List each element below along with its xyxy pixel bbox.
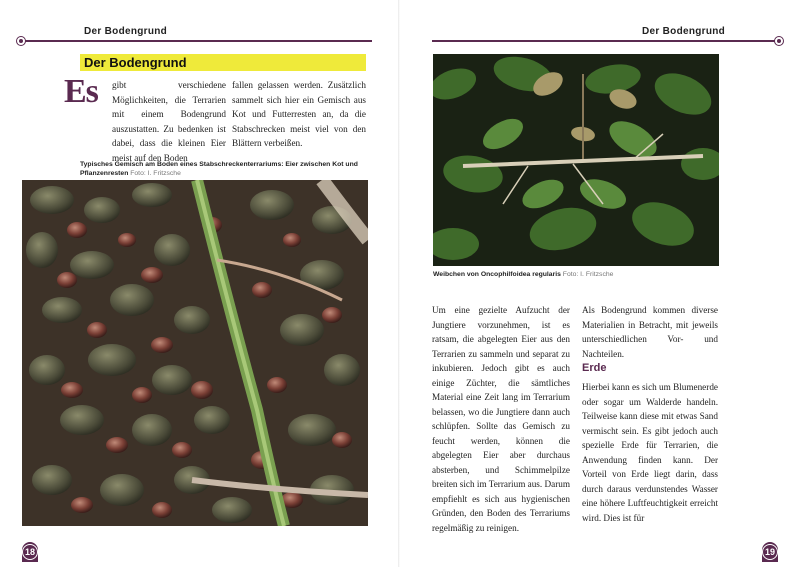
ornament-dot-icon	[774, 36, 784, 46]
body-column-2	[232, 78, 366, 151]
paragraph: Als Bodengrund kommen diverse Materialien in Betracht, mit jeweils unterschiedlichen Vor- und Nachteilen.	[582, 305, 718, 359]
body-column-1	[112, 78, 226, 165]
running-head-right: Der Bodengrund	[642, 26, 726, 37]
body-column-2-continued	[582, 380, 718, 525]
paragraph: Hierbei kann es sich um Blumenerde oder sogar um Walderde handeln. Teilweise kann diese mit etwas Sand vermischt sein. Es gibt jedoch auch spezielle Erde für Terrarien, die Anwendung finden kann. Der Vorteil von Erde liegt darin, dass durch daraus verdunstendes Wasser eine höhere Luftfeuchtigkeit erreicht wird. Dies ist für	[582, 382, 718, 523]
photo-caption-right	[433, 270, 719, 279]
header-rule-left	[22, 40, 372, 42]
body-column-2	[582, 303, 718, 361]
right-page	[400, 0, 800, 567]
paragraph: gibt verschiedene Möglichkeiten, die Terrarien mit einem Bodengrund auszustatten. Zu bedenken ist dabei, dass die kleinen Eier meist auf den Boden	[112, 80, 226, 163]
dropcap: Es	[64, 73, 98, 110]
header-rule-right	[432, 40, 780, 42]
stick-insect-illustration	[433, 54, 719, 266]
page-number-left	[22, 542, 38, 562]
page-number: 18	[22, 544, 38, 560]
subheading: Erde	[582, 362, 607, 374]
paragraph: Um eine gezielte Aufzucht der Jungtiere vorzunehmen, ist es ratsam, die abgelegten Eier aus den Terrarien zu sammeln und separat zu inkubieren. Jedoch gibt es auch einige Züchter, die sämtliches Material eine Zeit lang im Terrarium belassen, wo die Jungtiere dann auch schlüpfen. Sollte das Gemisch zu feucht werden, können die abgelegten Eier aber durchaus absterben, und Schimmelpilze breiten sich im Terrarium aus. Darum empfiehlt es sich aus hygienischen Gründen, den Boden des Terrariums regelmäßig zu reinigen.	[432, 305, 570, 533]
page-number-right	[762, 542, 778, 562]
paragraph: fallen gelassen werden. Zusätzlich sammelt sich hier ein Gemisch aus Kot und Futterresten an, da die Stabschrecken meist viel von den Blättern verbeißen.	[232, 80, 366, 148]
running-head-left: Der Bodengrund	[84, 26, 168, 37]
photo-caption-left	[80, 160, 366, 178]
section-title: Der Bodengrund	[84, 55, 187, 70]
photo-stick-insect	[433, 54, 719, 266]
photo-credit: Foto: I. Fritzsche	[130, 170, 181, 177]
photo-egg-mixture	[22, 180, 368, 526]
page-number: 19	[762, 544, 778, 560]
body-column-1	[432, 303, 570, 535]
caption-text: Weibchen von Oncophilfoidea regularis	[433, 271, 561, 278]
caption-text: Typisches Gemisch am Boden eines Stabschreckenterrariums: Eier zwischen Kot und Pflanzenresten	[80, 161, 358, 177]
ornament-dot-icon	[16, 36, 26, 46]
egg-mixture-illustration	[22, 180, 368, 526]
photo-credit: Foto: I. Fritzsche	[562, 271, 614, 278]
